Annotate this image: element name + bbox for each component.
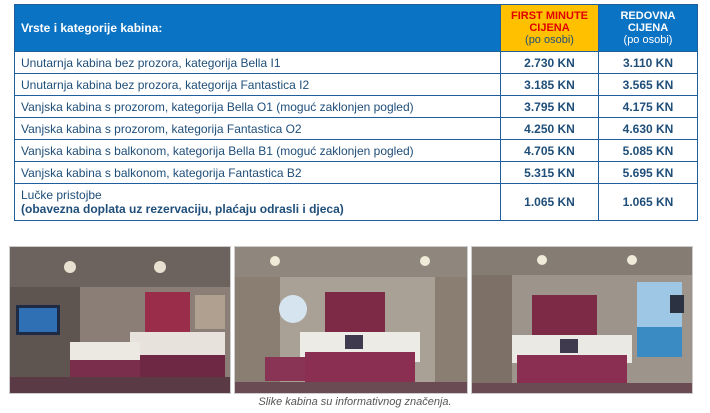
regular-sub1: CIJENA [627,22,669,34]
port-fees-note: (obavezna doplata uz rezervaciju, plaćaju odrasli i djeca) [21,202,344,216]
regular-price-header [599,5,698,52]
regular-sub2: (po osobi) [623,34,673,46]
cabin-photo-interior [9,246,231,394]
port-fees-regular: 1.065 KN [599,184,698,221]
regular-price: 5.695 KN [599,162,698,184]
cabin-name: Unutarnja kabina bez prozora, kategorija Bella I1 [15,52,501,74]
cabin-price-table [14,4,698,221]
table-row [15,118,698,140]
regular-price: 5.085 KN [599,140,698,162]
regular-price: 4.630 KN [599,118,698,140]
table-row [15,96,698,118]
first-minute-price: 2.730 KN [501,52,599,74]
table-row [15,162,698,184]
first-minute-title: FIRST MINUTE [511,10,588,22]
cabin-name: Vanjska kabina s balkonom, kategorija Fantastica B2 [15,162,501,184]
cabin-name: Vanjska kabina s prozorom, kategorija Bella O1 (moguć zaklonjen pogled) [15,96,501,118]
regular-title: REDOVNA [620,10,676,22]
first-minute-price: 3.795 KN [501,96,599,118]
port-fees-row [15,184,698,221]
photo-caption: Slike kabina su informativnog značenja. [258,396,452,408]
port-fees-first-minute: 1.065 KN [501,184,599,221]
table-row [15,52,698,74]
first-minute-header [501,5,599,52]
category-header: Vrste i kategorije kabina: [15,5,501,52]
port-fees-cell [15,184,501,221]
first-minute-sub2: (po osobi) [525,34,574,46]
cabin-photo-window [234,246,468,394]
table-row [15,74,698,96]
cabin-name: Unutarnja kabina bez prozora, kategorija Fantastica I2 [15,74,501,96]
cabin-name: Vanjska kabina s prozorom, kategorija Fantastica O2 [15,118,501,140]
first-minute-sub1: CIJENA [529,22,570,34]
regular-price: 3.565 KN [599,74,698,96]
first-minute-price: 3.185 KN [501,74,599,96]
regular-price: 3.110 KN [599,52,698,74]
first-minute-price: 4.705 KN [501,140,599,162]
first-minute-price: 5.315 KN [501,162,599,184]
regular-price: 4.175 KN [599,96,698,118]
table-header-row [15,5,698,52]
cabin-photo-balcony [471,246,693,394]
cabin-name: Vanjska kabina s balkonom, kategorija Bella B1 (moguć zaklonjen pogled) [15,140,501,162]
first-minute-price: 4.250 KN [501,118,599,140]
table-row [15,140,698,162]
port-fees-name: Lučke pristojbe [21,188,102,202]
